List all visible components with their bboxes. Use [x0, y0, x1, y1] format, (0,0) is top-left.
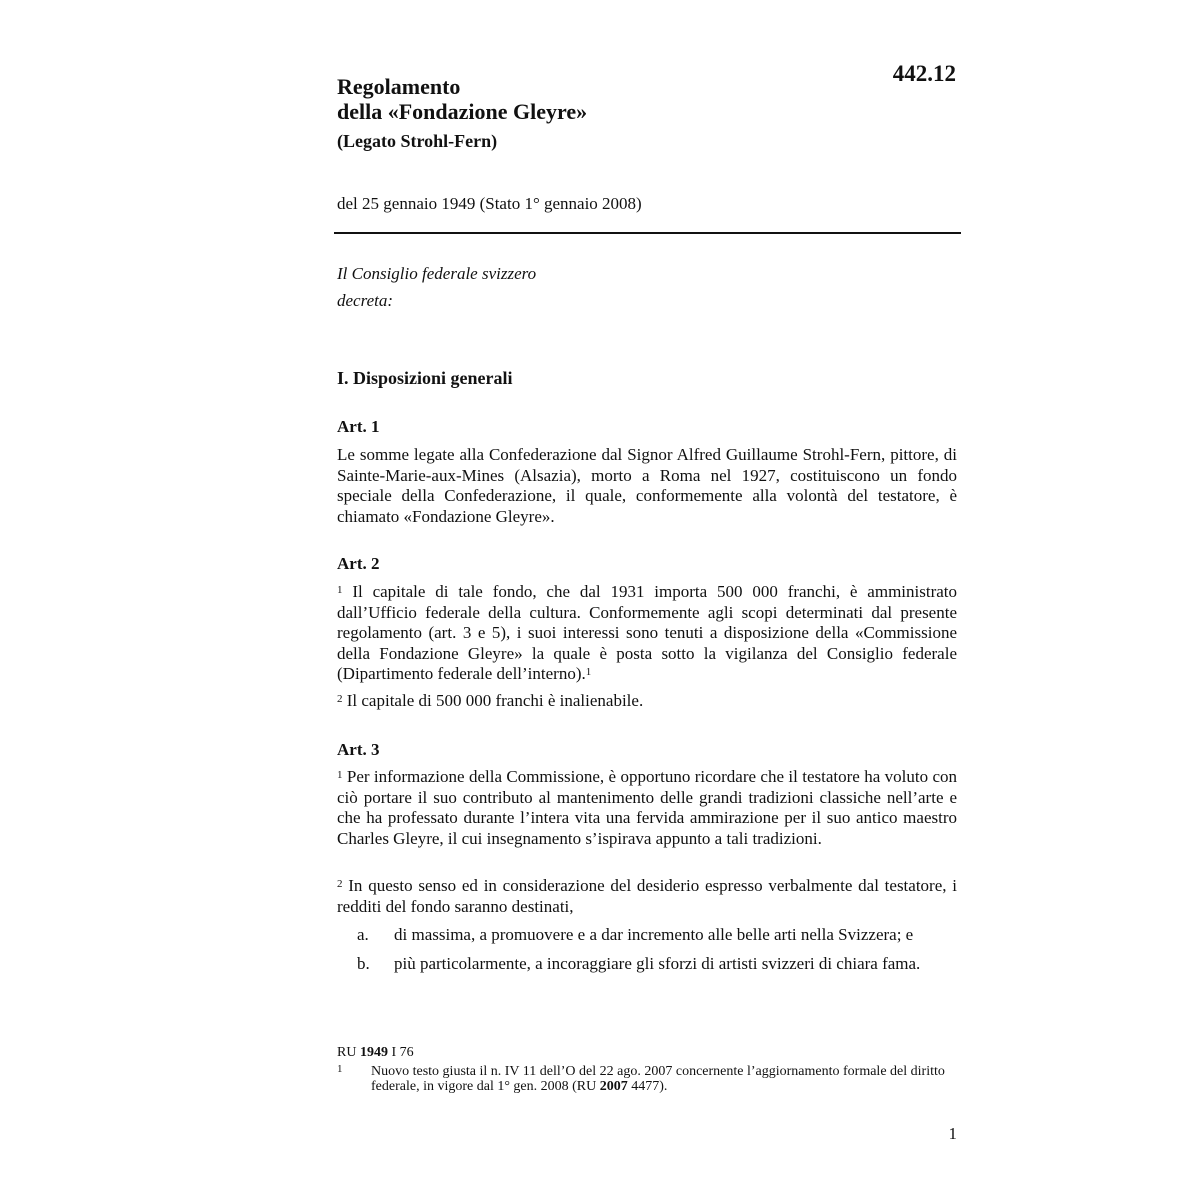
paragraph-text: Per informazione della Commissione, è opportuno ricordare che il testatore ha voluto con ciò portare il suo contributo al mantenimento delle grandi tradizioni classiche nell’arte e che ha professato durante l’intera vita una fervida ammirazione per il suo antico maestro Charles Gleyre, il cui insegnamento s’ispirava appunto a tali tradizioni.: [337, 767, 958, 848]
footnote-text-part-b: 4477).: [631, 1079, 668, 1094]
footnote-reference[interactable]: 1: [585, 666, 592, 678]
list-item: [357, 954, 957, 974]
article-paragraph: [337, 691, 957, 712]
article-heading: Art. 1: [337, 417, 380, 436]
ru-suffix: I 76: [391, 1045, 414, 1060]
paragraph-number: 1: [337, 584, 343, 596]
footnote-ru-year: 2007: [599, 1079, 628, 1094]
preamble-line-1: Il Consiglio federale svizzero: [337, 264, 537, 283]
article-heading: Art. 3: [337, 740, 380, 759]
ru-year: 1949: [359, 1045, 388, 1060]
header-divider: [334, 232, 961, 234]
ru-prefix: RU: [337, 1045, 357, 1060]
article-paragraph: [337, 876, 957, 917]
list-letter: a.: [357, 925, 369, 944]
section-heading: I. Disposizioni generali: [337, 368, 513, 388]
page-number: 1: [948, 1124, 957, 1143]
footnote-number: 1: [337, 1063, 343, 1075]
document-subtitle: (Legato Strohl-Fern): [337, 131, 498, 151]
preamble-line-2: decreta:: [337, 291, 394, 310]
title-line-1: Regolamento: [337, 74, 461, 99]
paragraph-text: Il capitale di tale fondo, che dal 1931 importa 500 000 franchi, è amministrato dall’Ufficio federale della cultura. Conformemente agli scopi determinati dal presente regolamento (art. 3 e 5), i suoi interessi sono tenuti a disposizione della «Commissione della Fondazione Gleyre» la quale è posta sotto la vigilanza del Consiglio federale (Dipartimento federale dell’interno).: [337, 582, 958, 683]
article-paragraph: [337, 767, 957, 849]
paragraph-text: Il capitale di 500 000 franchi è inalienabile.: [346, 691, 644, 710]
article-heading: Art. 2: [337, 554, 380, 573]
footnote: [337, 1064, 957, 1094]
footnote-text: [371, 1064, 957, 1094]
paragraph-number: 2: [337, 878, 343, 890]
paragraph-number: 1: [337, 769, 343, 781]
list-letter: b.: [357, 954, 370, 973]
paragraph-number: 2: [337, 693, 343, 705]
paragraph-text: In questo senso ed in considerazione del desiderio espresso verbalmente dal testatore, i redditi del fondo saranno destinati,: [337, 876, 957, 916]
article-paragraph: [337, 582, 957, 685]
document-title: [337, 74, 587, 124]
document-number: 442.12: [892, 61, 956, 86]
list-item: [357, 925, 957, 945]
date-status-line: del 25 gennaio 1949 (Stato 1° gennaio 2008): [337, 194, 642, 213]
list-item-text: di massima, a promuovere e a dar incremento alle belle arti nella Svizzera; e: [394, 925, 914, 944]
paragraph-text: Le somme legate alla Confederazione dal Signor Alfred Guillaume Strohl-Fern, pittore, di Sainte-Marie-aux-Mines (Alsazia), morto a Roma nel 1927, costituiscono un fondo speciale della Confederazione, il quale, conformemente alla volontà del testatore, è chiamato «Fondazione Gleyre».: [337, 445, 957, 526]
title-line-2: della «Fondazione Gleyre»: [337, 99, 588, 124]
official-compilation-reference: [337, 1044, 414, 1061]
footnote-text-part-a: Nuovo testo giusta il n. IV 11 dell’O del 22 ago. 2007 concernente l’aggiornamento formale del diritto federale, in vigore dal 1° gen. 2008 (RU: [371, 1064, 945, 1094]
article-paragraph: [337, 445, 957, 527]
list-item-text: più particolarmente, a incoraggiare gli sforzi di artisti svizzeri di chiara fama.: [394, 954, 921, 973]
